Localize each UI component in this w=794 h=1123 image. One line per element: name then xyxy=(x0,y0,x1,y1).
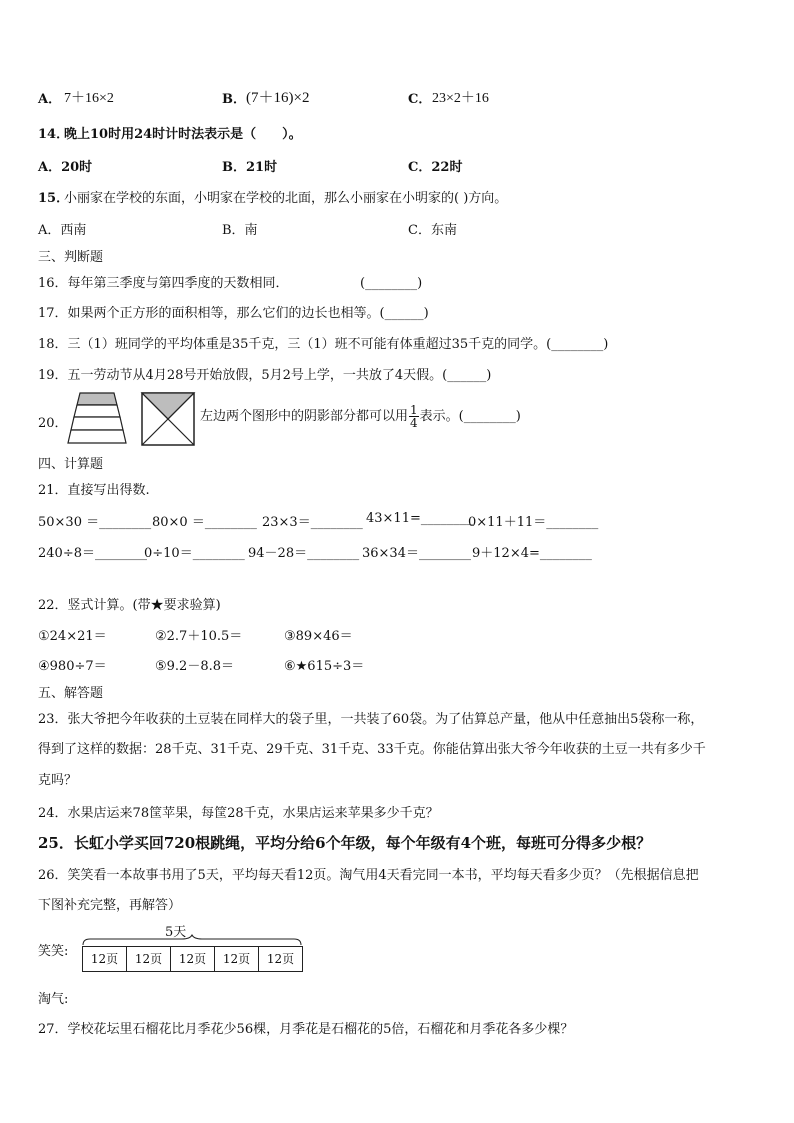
q17: 17．如果两个正方形的面积相等，那么它们的边长也相等。(______) xyxy=(38,306,429,321)
q22-item: ②2.7＋10.5＝ xyxy=(155,629,243,644)
tape-cell: 12页 xyxy=(215,947,259,971)
brace-icon xyxy=(82,934,302,946)
q21-title: 21．直接写出得数. xyxy=(38,483,150,498)
q21-item: 9＋12×4=________ xyxy=(472,546,592,561)
q15-option-b: B．南 xyxy=(222,223,258,238)
q21-item: 23×3＝________ xyxy=(262,515,363,530)
section-title-word-problems: 五、解答题 xyxy=(38,686,104,701)
q13-option-b-text: (7＋16)×2 xyxy=(246,90,310,106)
q22-item: ④980÷7＝ xyxy=(38,659,107,674)
q18: 18．三（1）班同学的平均体重是35千克，三（1）班不可能有体重超过35千克的同学。(________) xyxy=(38,337,609,352)
q23-line: 克吗？ xyxy=(38,773,78,788)
q16: 16．每年第三季度与第四季度的天数相同． (________) xyxy=(38,276,423,291)
tape-diagram-xiaoxiao xyxy=(82,946,303,972)
q14-number: 14． xyxy=(38,127,70,142)
section-title-judgement: 三、判断题 xyxy=(38,250,104,265)
square-figure xyxy=(140,391,196,447)
q21-item: 43×11=________ xyxy=(366,511,473,526)
q21-item: 240÷8＝________ xyxy=(38,546,147,561)
tape-cell: 12页 xyxy=(83,947,127,971)
q23-line: 得到了这样的数据：28千克、31千克、29千克、31千克、33千克。你能估算出张大爷今年收获的土豆一共有多少千 xyxy=(38,742,706,757)
q15-question: 小丽家在学校的东面，小明家在学校的北面，那么小丽家在小明家的( )方向。 xyxy=(64,191,508,206)
q14-option-b: B．21时 xyxy=(222,160,278,175)
xiaoxiao-label: 笑笑: xyxy=(38,944,69,959)
q13-option-b-label: B． xyxy=(222,92,246,107)
q14-option-a: A．20时 xyxy=(38,160,93,175)
tape-cell: 12页 xyxy=(266,952,295,966)
taoqi-label: 淘气: xyxy=(38,992,69,1007)
q13-option-a-label: A． xyxy=(38,92,62,107)
q21-item: 0×11＋11＝________ xyxy=(468,515,599,530)
q27: 27．学校花坛里石榴花比月季花少56棵，月季花是石榴花的5倍，石榴花和月季花各多少棵？ xyxy=(38,1022,574,1037)
q23-line: 23．张大爷把今年收获的土豆装在同样大的袋子里，一共装了60袋。为了估算总产量，他从中任意抽出5袋称一称， xyxy=(38,712,704,727)
fraction-numerator: 1 xyxy=(410,403,418,417)
tape-cell: 12页 xyxy=(127,947,171,971)
q19: 19．五一劳动节从4月28号开始放假，5月2号上学，一共放了4天假。(______) xyxy=(38,368,492,383)
q13-option-c-label: C． xyxy=(408,92,432,107)
q21-item: 50×30 ＝________ xyxy=(38,515,152,530)
q22-title: 22．竖式计算。(带★要求验算) xyxy=(38,598,221,613)
q22-item: ③89×46＝ xyxy=(284,629,353,644)
q14-option-c: C．22时 xyxy=(408,160,463,175)
q20-text-before: 左边两个图形中的阴影部分都可以用 xyxy=(200,409,409,424)
brace-label: 5天 xyxy=(165,925,187,940)
q15-option-c: C．东南 xyxy=(408,223,457,238)
q22-item: ⑥★615÷3＝ xyxy=(284,659,365,674)
q21-item: 0÷10＝________ xyxy=(144,546,245,561)
q15-number: 15． xyxy=(38,191,70,206)
fraction-denominator: 4 xyxy=(410,416,418,430)
q13-option-c-text: 23×2＋16 xyxy=(432,91,489,106)
q21-item: 80×0 ＝________ xyxy=(152,515,257,530)
q14-question: 晚上10时用24时计时法表示是（ ）。 xyxy=(64,127,302,142)
section-title-calculation: 四、计算题 xyxy=(38,457,104,472)
q25: 25．长虹小学买回720根跳绳，平均分给6个年级，每个年级有4个班，每班可分得多少根？ xyxy=(38,834,652,852)
q20-text-after: 表示。(________) xyxy=(419,409,521,424)
tape-cell: 12页 xyxy=(171,947,215,971)
q20-number: 20． xyxy=(38,416,68,431)
q13-option-a-text: 7＋16×2 xyxy=(64,91,114,106)
q21-item: 94－28＝________ xyxy=(248,546,360,561)
q20-text xyxy=(200,402,521,432)
q21-item: 36×34＝________ xyxy=(362,546,471,561)
q15-option-a: A．西南 xyxy=(38,223,87,238)
q22-item: ⑤9.2－8.8＝ xyxy=(155,659,235,674)
q22-item: ①24×21＝ xyxy=(38,629,107,644)
q26-line: 26．笑笑看一本故事书用了5天，平均每天看12页。淘气用4天看完同一本书，平均每天看多少页？（先根据信息把 xyxy=(38,868,699,883)
trapezoid-figure xyxy=(66,391,128,447)
fraction-one-quarter xyxy=(409,404,419,429)
q24: 24．水果店运来78筐苹果，每筐28千克，水果店运来苹果多少千克？ xyxy=(38,806,439,821)
q26-line: 下图补充完整，再解答） xyxy=(38,898,182,913)
